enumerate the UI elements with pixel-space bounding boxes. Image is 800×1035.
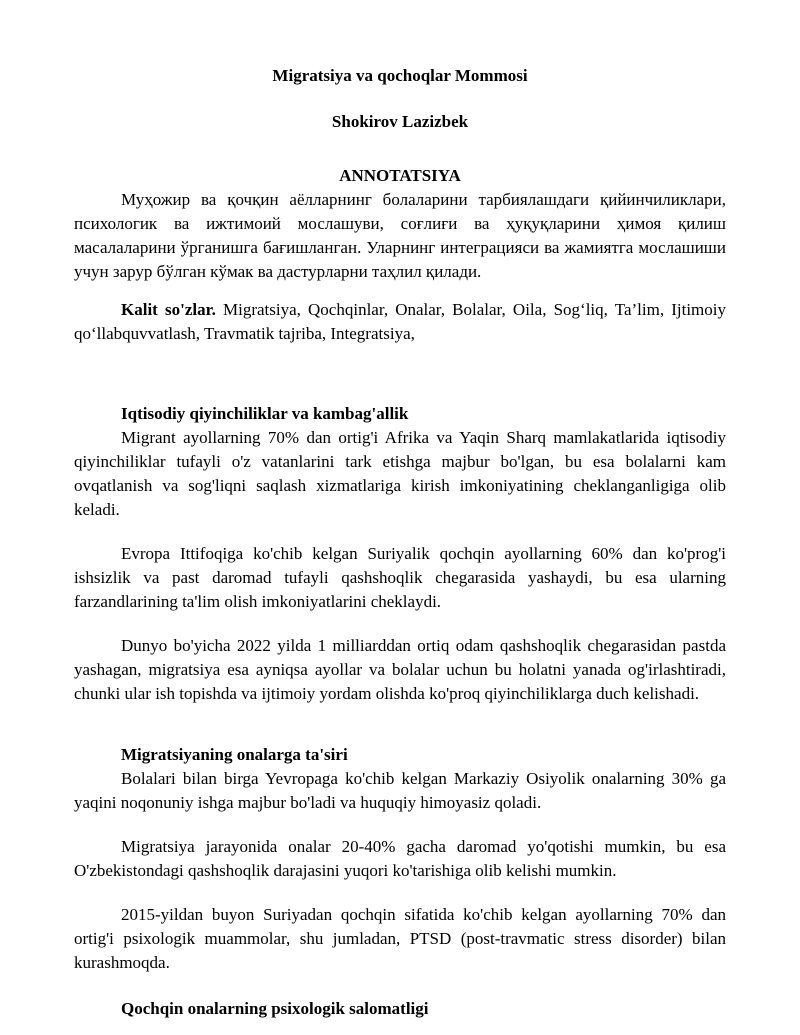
document-author: Shokirov Lazizbek — [331, 112, 469, 131]
section-paragraph: Bolalari bilan birga Yevropaga ko'chib kelgan Markaziy Osiyolik onalarning 30% ga yaqini noqonuniy ishga majbur bo'ladi va huquqiy himoyasiz qoladi. — [74, 769, 726, 812]
keywords-label: Kalit so'zlar. — [121, 300, 216, 319]
section-paragraph: 2015-yildan buyon Suriyadan qochqin sifatida ko'chib kelgan ayollarning 70% dan ortig'i psixologik muammolar, shu jumladan, PTSD (post-travmatic stress disorder) bilan kurashmoqda. — [74, 905, 726, 972]
section-heading-psychology: Qochqin onalarning psixologik salomatligi — [121, 999, 429, 1018]
document-title: Migratsiya va qochoqlar Mommosi — [272, 66, 528, 85]
section-heading-mothers: Migratsiyaning onalarga ta'siri — [121, 745, 348, 764]
keywords-paragraph — [74, 298, 726, 346]
section-paragraph: Dunyo bo'yicha 2022 yilda 1 milliarddan ortiq odam qashshoqlik chegarasidan pastda yashagan, migratsiya esa ayniqsa ayollar va bolalar uchun bu holatni yanada og'irlashtiradi, chunki ular ish topishda va ijtimoiy yordam olishda ko'proq qiyinchiliklarga duch kelishadi. — [74, 636, 726, 703]
keywords-text: Migratsiya, Qochqinlar, Onalar, Bolalar, Oila, Sog‘liq, Ta’lim, Ijtimoiy qo‘llabquvvatlash, Travmatik tajriba, Integratsiya, — [74, 300, 726, 343]
annotation-heading: ANNOTATSIYA — [339, 166, 461, 185]
document-page — [74, 64, 726, 1021]
annotation-text: Муҳожир ва қочқин аёлларнинг болаларини тарбиялашдаги қийинчиликлари, психологик ва ижтимоий мослашуви, соғлиғи ва ҳуқуқларини ҳимоя қилиш масалаларини ўрганишга бағишланган. Уларнинг интеграцияси ва жамиятга мослашиши учун зарур бўлган кўмак ва дастурларни таҳлил қилади. — [74, 190, 726, 281]
section-paragraph: Migrant ayollarning 70% dan ortig'i Afrika va Yaqin Sharq mamlakatlarida iqtisodiy qiyinchiliklar tufayli o'z vatanlarini tark etishga majbur bo'lgan, bu esa bolalarni kam ovqatlanish va sog'liqni saqlash xizmatlariga kirish imkoniyatining cheklanganligiga olib keladi. — [74, 428, 726, 519]
section-paragraph: Evropa Ittifoqiga ko'chib kelgan Suriyalik qochqin ayollarning 60% dan ko'prog'i ishsizlik va past daromad tufayli qashshoqlik chegarasida yashaydi, bu esa ularning farzandlarining ta'lim olish imkoniyatlarini cheklaydi. — [74, 544, 726, 611]
section-heading-economic: Iqtisodiy qiyinchiliklar va kambag'allik — [121, 404, 409, 423]
section-paragraph: Migratsiya jarayonida onalar 20-40% gacha daromad yo'qotishi mumkin, bu esa O'zbekistondagi qashshoqlik darajasini yuqori ko'tarishiga olib kelishi mumkin. — [74, 837, 726, 880]
